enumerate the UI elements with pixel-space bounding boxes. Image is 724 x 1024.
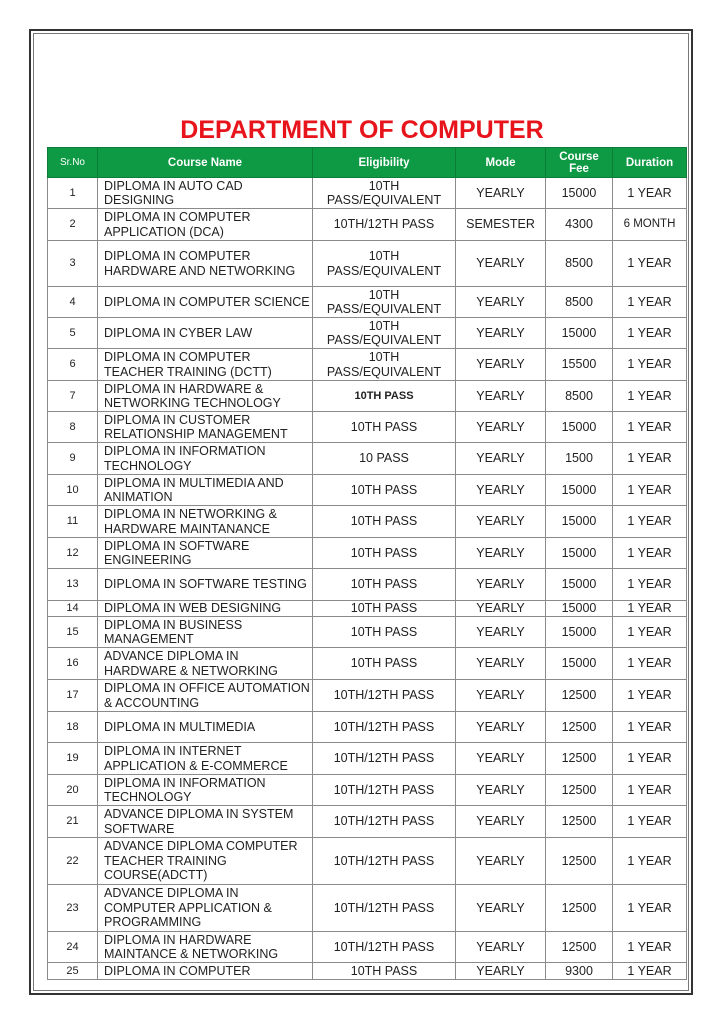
cell-sr-no: 20 xyxy=(48,775,98,806)
cell-eligibility: 10TH/12TH PASS xyxy=(313,743,456,775)
cell-sr-no: 18 xyxy=(48,712,98,743)
cell-sr-no: 22 xyxy=(48,838,98,885)
cell-course-name: DIPLOMA IN INFORMATION TECHNOLOGY xyxy=(98,775,313,806)
cell-duration: 1 YEAR xyxy=(613,412,687,443)
cell-eligibility: 10TH PASS xyxy=(313,648,456,680)
cell-course-fee: 1500 xyxy=(546,443,613,475)
table-row xyxy=(48,601,687,617)
table-header-row xyxy=(48,148,687,178)
cell-eligibility: 10 PASS xyxy=(313,443,456,475)
table-row xyxy=(48,241,687,287)
table-row xyxy=(48,963,687,980)
cell-mode: YEARLY xyxy=(456,680,546,712)
cell-sr-no: 5 xyxy=(48,318,98,349)
header-sr-no: Sr.No xyxy=(48,148,98,178)
table-row xyxy=(48,743,687,775)
header-course-fee: Course Fee xyxy=(546,148,613,178)
cell-mode: YEARLY xyxy=(456,412,546,443)
cell-course-name: DIPLOMA IN CUSTOMER RELATIONSHIP MANAGEMENT xyxy=(98,412,313,443)
cell-duration: 1 YEAR xyxy=(613,680,687,712)
cell-eligibility: 10TH PASS xyxy=(313,963,456,980)
cell-sr-no: 17 xyxy=(48,680,98,712)
cell-mode: YEARLY xyxy=(456,806,546,838)
cell-mode: YEARLY xyxy=(456,569,546,601)
cell-mode: YEARLY xyxy=(456,601,546,617)
table-row xyxy=(48,806,687,838)
cell-course-fee: 12500 xyxy=(546,775,613,806)
cell-course-fee: 12500 xyxy=(546,885,613,932)
cell-eligibility: 10TH/12TH PASS xyxy=(313,775,456,806)
cell-eligibility: 10TH PASS xyxy=(313,617,456,648)
cell-course-name: ADVANCE DIPLOMA IN SYSTEM SOFTWARE xyxy=(98,806,313,838)
cell-course-name: DIPLOMA IN AUTO CAD DESIGNING xyxy=(98,178,313,209)
cell-sr-no: 6 xyxy=(48,349,98,381)
cell-duration: 1 YEAR xyxy=(613,287,687,318)
cell-eligibility: 10TH/12TH PASS xyxy=(313,209,456,241)
header-course-name: Course Name xyxy=(98,148,313,178)
table-row xyxy=(48,443,687,475)
cell-duration: 1 YEAR xyxy=(613,349,687,381)
cell-course-name: DIPLOMA IN COMPUTER HARDWARE AND NETWORKING xyxy=(98,241,313,287)
cell-course-fee: 8500 xyxy=(546,381,613,412)
cell-duration: 1 YEAR xyxy=(613,506,687,538)
cell-eligibility: 10TH PASS/EQUIVALENT xyxy=(313,178,456,209)
table-row xyxy=(48,775,687,806)
cell-mode: YEARLY xyxy=(456,349,546,381)
cell-course-name: DIPLOMA IN COMPUTER SCIENCE xyxy=(98,287,313,318)
cell-course-name: DIPLOMA IN BUSINESS MANAGEMENT xyxy=(98,617,313,648)
cell-duration: 1 YEAR xyxy=(613,178,687,209)
cell-course-fee: 15000 xyxy=(546,617,613,648)
cell-sr-no: 1 xyxy=(48,178,98,209)
page-title: DEPARTMENT OF COMPUTER xyxy=(180,116,544,144)
cell-course-fee: 15000 xyxy=(546,601,613,617)
cell-course-fee: 12500 xyxy=(546,680,613,712)
cell-course-fee: 8500 xyxy=(546,241,613,287)
table-row xyxy=(48,475,687,506)
cell-mode: YEARLY xyxy=(456,287,546,318)
cell-course-name: DIPLOMA IN NETWORKING & HARDWARE MAINTANANCE xyxy=(98,506,313,538)
cell-course-fee: 4300 xyxy=(546,209,613,241)
cell-mode: YEARLY xyxy=(456,381,546,412)
table-row xyxy=(48,209,687,241)
cell-course-fee: 15000 xyxy=(546,569,613,601)
cell-eligibility: 10TH PASS xyxy=(313,475,456,506)
cell-course-fee: 15000 xyxy=(546,648,613,680)
cell-sr-no: 19 xyxy=(48,743,98,775)
cell-mode: YEARLY xyxy=(456,838,546,885)
table-row xyxy=(48,318,687,349)
cell-eligibility: 10TH PASS xyxy=(313,569,456,601)
table-row xyxy=(48,287,687,318)
cell-sr-no: 8 xyxy=(48,412,98,443)
cell-mode: YEARLY xyxy=(456,617,546,648)
cell-course-fee: 15000 xyxy=(546,538,613,569)
cell-sr-no: 14 xyxy=(48,601,98,617)
cell-course-name: DIPLOMA IN SOFTWARE TESTING xyxy=(98,569,313,601)
cell-sr-no: 11 xyxy=(48,506,98,538)
cell-duration: 1 YEAR xyxy=(613,381,687,412)
table-row xyxy=(48,506,687,538)
cell-course-name: DIPLOMA IN MULTIMEDIA xyxy=(98,712,313,743)
cell-course-fee: 12500 xyxy=(546,932,613,963)
cell-sr-no: 15 xyxy=(48,617,98,648)
cell-mode: YEARLY xyxy=(456,932,546,963)
cell-mode: YEARLY xyxy=(456,648,546,680)
cell-duration: 1 YEAR xyxy=(613,241,687,287)
cell-course-name: ADVANCE DIPLOMA IN HARDWARE & NETWORKING xyxy=(98,648,313,680)
cell-duration: 1 YEAR xyxy=(613,318,687,349)
cell-course-name: DIPLOMA IN CYBER LAW xyxy=(98,318,313,349)
cell-mode: YEARLY xyxy=(456,885,546,932)
cell-eligibility: 10TH/12TH PASS xyxy=(313,885,456,932)
cell-course-fee: 12500 xyxy=(546,806,613,838)
table-row xyxy=(48,538,687,569)
cell-sr-no: 3 xyxy=(48,241,98,287)
cell-eligibility: 10TH/12TH PASS xyxy=(313,806,456,838)
cell-sr-no: 10 xyxy=(48,475,98,506)
table-row xyxy=(48,349,687,381)
cell-duration: 1 YEAR xyxy=(613,617,687,648)
cell-course-fee: 15000 xyxy=(546,475,613,506)
table-row xyxy=(48,381,687,412)
cell-duration: 1 YEAR xyxy=(613,963,687,980)
cell-sr-no: 12 xyxy=(48,538,98,569)
cell-duration: 1 YEAR xyxy=(613,443,687,475)
cell-eligibility: 10TH PASS/EQUIVALENT xyxy=(313,318,456,349)
table-row xyxy=(48,569,687,601)
cell-eligibility: 10TH PASS/EQUIVALENT xyxy=(313,287,456,318)
cell-duration: 1 YEAR xyxy=(613,885,687,932)
cell-course-fee: 15000 xyxy=(546,412,613,443)
cell-mode: YEARLY xyxy=(456,443,546,475)
cell-sr-no: 24 xyxy=(48,932,98,963)
cell-sr-no: 21 xyxy=(48,806,98,838)
cell-mode: YEARLY xyxy=(456,318,546,349)
cell-duration: 1 YEAR xyxy=(613,806,687,838)
cell-sr-no: 25 xyxy=(48,963,98,980)
cell-course-fee: 15000 xyxy=(546,506,613,538)
cell-mode: SEMESTER xyxy=(456,209,546,241)
cell-eligibility: 10TH/12TH PASS xyxy=(313,932,456,963)
table-row xyxy=(48,932,687,963)
cell-eligibility: 10TH/12TH PASS xyxy=(313,680,456,712)
cell-sr-no: 13 xyxy=(48,569,98,601)
table-row xyxy=(48,617,687,648)
table-row xyxy=(48,412,687,443)
cell-eligibility: 10TH/12TH PASS xyxy=(313,712,456,743)
cell-mode: YEARLY xyxy=(456,538,546,569)
cell-mode: YEARLY xyxy=(456,712,546,743)
cell-mode: YEARLY xyxy=(456,743,546,775)
cell-course-fee: 12500 xyxy=(546,743,613,775)
cell-sr-no: 23 xyxy=(48,885,98,932)
cell-sr-no: 7 xyxy=(48,381,98,412)
cell-mode: YEARLY xyxy=(456,178,546,209)
cell-duration: 1 YEAR xyxy=(613,648,687,680)
table-row xyxy=(48,885,687,932)
course-table xyxy=(47,147,687,980)
cell-duration: 1 YEAR xyxy=(613,569,687,601)
cell-course-fee: 15500 xyxy=(546,349,613,381)
header-eligibility: Eligibility xyxy=(313,148,456,178)
cell-sr-no: 4 xyxy=(48,287,98,318)
cell-eligibility: 10TH/12TH PASS xyxy=(313,838,456,885)
cell-duration: 1 YEAR xyxy=(613,475,687,506)
cell-duration: 1 YEAR xyxy=(613,775,687,806)
cell-sr-no: 16 xyxy=(48,648,98,680)
table-row xyxy=(48,178,687,209)
cell-course-fee: 9300 xyxy=(546,963,613,980)
header-duration: Duration xyxy=(613,148,687,178)
cell-eligibility: 10TH PASS/EQUIVALENT xyxy=(313,241,456,287)
cell-duration: 1 YEAR xyxy=(613,538,687,569)
table-row xyxy=(48,648,687,680)
cell-mode: YEARLY xyxy=(456,963,546,980)
cell-course-fee: 15000 xyxy=(546,178,613,209)
cell-course-name: DIPLOMA IN WEB DESIGNING xyxy=(98,601,313,617)
cell-eligibility: 10TH PASS xyxy=(313,506,456,538)
cell-course-fee: 8500 xyxy=(546,287,613,318)
header-mode: Mode xyxy=(456,148,546,178)
cell-course-name: DIPLOMA IN HARDWARE MAINTANCE & NETWORKING xyxy=(98,932,313,963)
cell-eligibility: 10TH PASS xyxy=(313,538,456,569)
cell-course-fee: 12500 xyxy=(546,838,613,885)
cell-eligibility: 10TH PASS xyxy=(313,601,456,617)
cell-course-name: DIPLOMA IN SOFTWARE ENGINEERING xyxy=(98,538,313,569)
cell-course-name: DIPLOMA IN HARDWARE & NETWORKING TECHNOLOGY xyxy=(98,381,313,412)
cell-course-name: DIPLOMA IN OFFICE AUTOMATION & ACCOUNTING xyxy=(98,680,313,712)
cell-course-name: ADVANCE DIPLOMA COMPUTER TEACHER TRAINING COURSE(ADCTT) xyxy=(98,838,313,885)
cell-eligibility: 10TH PASS xyxy=(313,381,456,412)
cell-course-name: DIPLOMA IN COMPUTER xyxy=(98,963,313,980)
cell-sr-no: 9 xyxy=(48,443,98,475)
cell-duration: 1 YEAR xyxy=(613,838,687,885)
cell-course-name: DIPLOMA IN MULTIMEDIA AND ANIMATION xyxy=(98,475,313,506)
cell-duration: 1 YEAR xyxy=(613,712,687,743)
cell-course-fee: 15000 xyxy=(546,318,613,349)
table-row xyxy=(48,712,687,743)
cell-eligibility: 10TH PASS xyxy=(313,412,456,443)
cell-course-name: DIPLOMA IN COMPUTER TEACHER TRAINING (DCTT) xyxy=(98,349,313,381)
cell-duration: 1 YEAR xyxy=(613,601,687,617)
cell-mode: YEARLY xyxy=(456,475,546,506)
cell-course-name: DIPLOMA IN INFORMATION TECHNOLOGY xyxy=(98,443,313,475)
table-row xyxy=(48,838,687,885)
cell-mode: YEARLY xyxy=(456,241,546,287)
cell-course-name: DIPLOMA IN COMPUTER APPLICATION (DCA) xyxy=(98,209,313,241)
cell-duration: 1 YEAR xyxy=(613,932,687,963)
cell-course-fee: 12500 xyxy=(546,712,613,743)
cell-sr-no: 2 xyxy=(48,209,98,241)
cell-course-name: DIPLOMA IN INTERNET APPLICATION & E-COMMERCE xyxy=(98,743,313,775)
cell-mode: YEARLY xyxy=(456,775,546,806)
cell-duration: 1 YEAR xyxy=(613,743,687,775)
table-row xyxy=(48,680,687,712)
cell-course-name: ADVANCE DIPLOMA IN COMPUTER APPLICATION & PROGRAMMING xyxy=(98,885,313,932)
cell-duration: 6 MONTH xyxy=(613,209,687,241)
cell-eligibility: 10TH PASS/EQUIVALENT xyxy=(313,349,456,381)
cell-mode: YEARLY xyxy=(456,506,546,538)
